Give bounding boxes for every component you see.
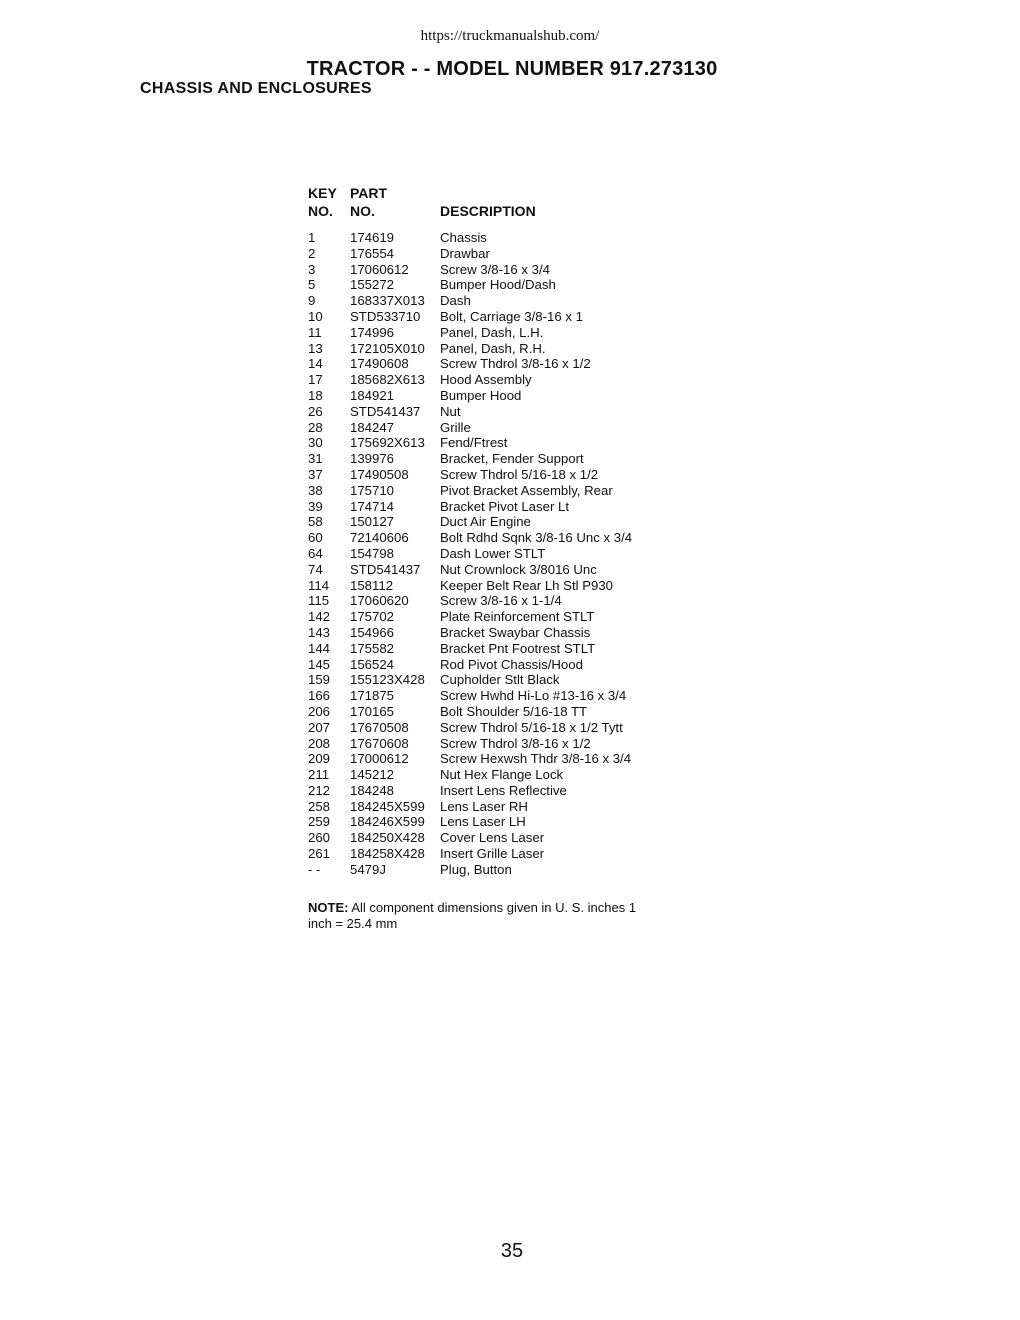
description-cell: Nut Crownlock 3/8016 Unc <box>440 561 597 577</box>
key-cell: 5 <box>308 277 316 293</box>
key-cell: 74 <box>308 561 323 577</box>
part-number-cell: 174619 <box>350 230 395 245</box>
part-number-cell: 184247 <box>350 419 395 435</box>
table-row <box>308 641 700 657</box>
key-cell: 145 <box>308 656 331 672</box>
key-cell: 18 <box>308 387 323 403</box>
table-row <box>308 293 700 309</box>
key-cell: 212 <box>308 782 331 798</box>
description-cell: Nut Hex Flange Lock <box>440 767 564 783</box>
table-row <box>308 514 700 530</box>
table-row <box>308 262 700 278</box>
description-cell: Lens Laser LH <box>440 814 526 830</box>
part-number-cell: 168337X013 <box>350 293 425 309</box>
description-cell: Insert Grille Laser <box>440 846 545 862</box>
description-cell: Bumper Hood <box>440 387 522 403</box>
part-number-cell: 5479J <box>350 861 386 877</box>
part-number-cell: 185682X613 <box>350 372 425 388</box>
description-cell: Plate Reinforcement STLT <box>440 609 595 625</box>
description-cell: Cupholder Stlt Black <box>440 672 560 688</box>
table-row <box>308 420 700 436</box>
description-cell: Hood Assembly <box>440 372 532 388</box>
description-header: DESCRIPTION <box>440 203 536 219</box>
table-row <box>308 499 700 515</box>
part-number-cell: STD541437 <box>350 561 421 577</box>
key-cell: 30 <box>308 435 323 451</box>
part-number-cell: 145212 <box>350 767 395 783</box>
page-number: 35 <box>500 1240 524 1262</box>
key-cell: 166 <box>308 688 331 704</box>
key-cell: 13 <box>308 340 323 356</box>
key-cell: 28 <box>308 419 323 435</box>
table-row <box>308 246 700 262</box>
table-row <box>308 325 700 341</box>
key-cell: 10 <box>308 308 323 324</box>
part-number-cell: 17670508 <box>350 719 409 735</box>
description-cell: Cover Lens Laser <box>440 830 545 846</box>
description-cell: Keeper Belt Rear Lh Stl P930 <box>440 577 614 593</box>
table-row <box>308 277 700 293</box>
table-row <box>308 451 700 467</box>
key-cell: 37 <box>308 466 323 482</box>
note <box>308 900 648 932</box>
part-number-cell: STD533710 <box>350 308 421 324</box>
table-row <box>308 720 700 736</box>
description-cell: Nut <box>440 403 461 419</box>
description-cell: Lens Laser RH <box>440 798 528 814</box>
table-row <box>308 704 700 720</box>
key-cell: 209 <box>308 751 331 767</box>
table-row <box>308 230 700 246</box>
table-row <box>308 767 700 783</box>
part-number-cell: 156524 <box>350 656 395 672</box>
key-cell: 31 <box>308 451 323 467</box>
table-row <box>308 309 700 325</box>
part-number-cell: 175710 <box>350 482 395 498</box>
part-number-cell: 184245X599 <box>350 798 425 814</box>
key-cell: 261 <box>308 846 331 862</box>
table-row <box>308 814 700 830</box>
table-row <box>308 846 700 862</box>
part-number-cell: 72140606 <box>350 530 409 546</box>
description-cell: Screw Hwhd Hi-Lo #13-16 x 3/4 <box>440 688 627 704</box>
description-cell: Bracket Pivot Laser Lt <box>440 498 570 514</box>
table-row <box>308 404 700 420</box>
key-cell: 17 <box>308 372 323 388</box>
description-cell: Duct Air Engine <box>440 514 531 530</box>
key-cell: 114 <box>308 577 330 593</box>
key-cell: 39 <box>308 498 323 514</box>
part-header-bottom: NO. <box>350 203 375 219</box>
key-header-bottom: NO. <box>308 203 333 219</box>
part-number-cell: 17490508 <box>350 466 409 482</box>
part-number-cell: 17670608 <box>350 735 409 751</box>
note-text: All component dimensions given in U. S. inches 1 inch = 25.4 mm <box>308 900 637 931</box>
description-cell: Panel, Dash, L.H. <box>440 324 544 340</box>
description-cell: Insert Lens Reflective <box>440 782 567 798</box>
table-row <box>308 341 700 357</box>
description-cell: Dash <box>440 293 471 309</box>
table-row <box>308 562 700 578</box>
table-row <box>308 530 700 546</box>
part-number-cell: 17060612 <box>350 261 409 277</box>
description-cell: Screw Thdrol 3/8-16 x 1/2 <box>440 735 591 751</box>
part-number-cell: 176554 <box>350 245 395 261</box>
part-header-top: PART <box>350 185 388 201</box>
part-number-cell: 175582 <box>350 640 395 656</box>
key-cell: 64 <box>308 545 323 561</box>
description-cell: Plug, Button <box>440 861 512 877</box>
section-subtitle: CHASSIS AND ENCLOSURES <box>140 80 372 97</box>
description-cell: Fend/Ftrest <box>440 435 508 451</box>
key-cell: 11 <box>308 324 322 340</box>
part-number-cell: 174714 <box>350 498 395 514</box>
part-number-cell: 155123X428 <box>350 672 425 688</box>
key-cell: 159 <box>308 672 331 688</box>
parts-list <box>308 184 700 878</box>
key-cell: 14 <box>308 356 323 372</box>
part-number-cell: 184246X599 <box>350 814 425 830</box>
table-row <box>308 625 700 641</box>
table-row <box>308 751 700 767</box>
description-cell: Bracket Swaybar Chassis <box>440 624 591 640</box>
part-number-cell: STD541437 <box>350 403 421 419</box>
part-number-cell: 154798 <box>350 545 395 561</box>
part-number-cell: 17000612 <box>350 751 409 767</box>
table-row <box>308 609 700 625</box>
part-number-cell: 17060620 <box>350 593 409 609</box>
part-number-cell: 184258X428 <box>350 846 425 862</box>
description-cell: Bolt Rdhd Sqnk 3/8-16 Unc x 3/4 <box>440 530 633 546</box>
key-cell: 258 <box>308 798 331 814</box>
parts-rows <box>308 230 700 878</box>
table-row <box>308 736 700 752</box>
description-cell: Screw Thdrol 5/16-18 x 1/2 <box>440 466 599 482</box>
part-number-cell: 170165 <box>350 703 395 719</box>
key-cell: 58 <box>308 514 323 530</box>
key-cell: 144 <box>308 640 331 656</box>
description-cell: Screw 3/8-16 x 1-1/4 <box>440 593 562 609</box>
note-label: NOTE: <box>308 900 349 915</box>
key-cell: 260 <box>308 830 331 846</box>
page-title: TRACTOR - - MODEL NUMBER 917.273130 <box>306 58 718 80</box>
part-number-cell: 175702 <box>350 609 395 625</box>
key-cell: 142 <box>308 609 331 625</box>
table-row <box>308 799 700 815</box>
part-number-cell: 17490608 <box>350 356 409 372</box>
description-cell: Rod Pivot Chassis/Hood <box>440 656 583 672</box>
table-row <box>308 388 700 404</box>
description-cell: Screw Thdrol 5/16-18 x 1/2 Tytt <box>440 719 623 735</box>
key-cell: 2 <box>308 245 316 261</box>
part-number-cell: 171875 <box>350 688 395 704</box>
part-number-cell: 139976 <box>350 451 395 467</box>
part-number-cell: 175692X613 <box>350 435 425 451</box>
table-row <box>308 435 700 451</box>
header-row-bottom <box>308 202 700 220</box>
key-cell: 208 <box>308 735 331 751</box>
table-row <box>308 467 700 483</box>
key-cell: 9 <box>308 293 316 309</box>
part-number-cell: 184250X428 <box>350 830 425 846</box>
description-cell: Bracket Pnt Footrest STLT <box>440 640 596 656</box>
key-cell: 26 <box>308 403 323 419</box>
part-number-cell: 158112 <box>350 577 394 593</box>
description-cell: Bolt, Carriage 3/8-16 x 1 <box>440 308 583 324</box>
key-cell: 259 <box>308 814 331 830</box>
table-row <box>308 593 700 609</box>
key-cell: 60 <box>308 530 323 546</box>
part-number-cell: 154966 <box>350 624 395 640</box>
description-cell: Screw Hexwsh Thdr 3/8-16 x 3/4 <box>440 751 632 767</box>
key-cell: 115 <box>308 593 330 609</box>
description-cell: Chassis <box>440 230 487 245</box>
table-row <box>308 862 700 878</box>
description-cell: Dash Lower STLT <box>440 545 546 561</box>
table-row <box>308 688 700 704</box>
table-row <box>308 657 700 673</box>
description-cell: Bolt Shoulder 5/16-18 TT <box>440 703 588 719</box>
table-row <box>308 578 700 594</box>
part-number-cell: 172105X010 <box>350 340 425 356</box>
table-row <box>308 783 700 799</box>
key-cell: 143 <box>308 624 331 640</box>
part-number-cell: 184921 <box>350 387 395 403</box>
part-number-cell: 184248 <box>350 782 395 798</box>
description-cell: Screw Thdrol 3/8-16 x 1/2 <box>440 356 591 372</box>
table-row <box>308 546 700 562</box>
table-row <box>308 830 700 846</box>
description-cell: Screw 3/8-16 x 3/4 <box>440 261 550 277</box>
key-cell: 207 <box>308 719 331 735</box>
key-cell: 206 <box>308 703 331 719</box>
key-header-top: KEY <box>308 185 337 201</box>
key-cell: 3 <box>308 261 316 277</box>
part-number-cell: 150127 <box>350 514 395 530</box>
key-cell: 1 <box>308 230 316 245</box>
key-cell: 38 <box>308 482 323 498</box>
table-row <box>308 672 700 688</box>
table-row <box>308 372 700 388</box>
key-cell: 211 <box>308 767 330 783</box>
description-cell: Drawbar <box>440 245 490 261</box>
header-row-top <box>308 184 700 202</box>
source-url: https://truckmanualshub.com/ <box>420 28 600 44</box>
part-number-cell: 174996 <box>350 324 395 340</box>
description-cell: Bumper Hood/Dash <box>440 277 556 293</box>
part-number-cell: 155272 <box>350 277 395 293</box>
table-row <box>308 356 700 372</box>
description-cell: Grille <box>440 419 471 435</box>
description-cell: Panel, Dash, R.H. <box>440 340 546 356</box>
key-cell: - - <box>308 861 321 877</box>
table-row <box>308 483 700 499</box>
description-cell: Bracket, Fender Support <box>440 451 584 467</box>
description-cell: Pivot Bracket Assembly, Rear <box>440 482 613 498</box>
